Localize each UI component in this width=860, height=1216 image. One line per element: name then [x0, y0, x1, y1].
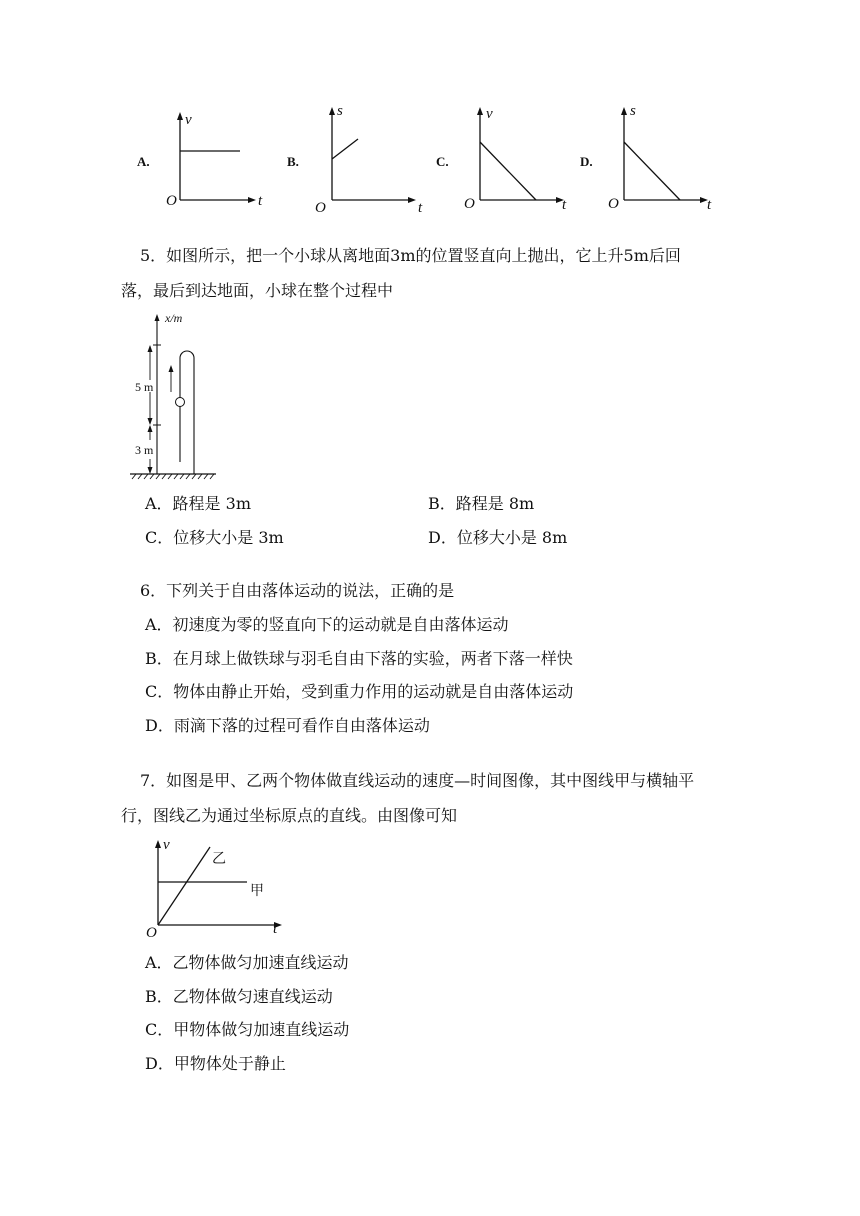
y-axis-letter: s: [337, 103, 343, 119]
origin-letter: O: [608, 196, 619, 212]
option-c: C．物体由静止开始，受到重力作用的运动就是自由落体运动: [145, 682, 574, 701]
graph-b-axes: [322, 105, 422, 215]
y-axis-letter: v: [163, 837, 170, 853]
option-d: D．雨滴下落的过程可看作自由落体运动: [145, 716, 430, 735]
option-d: D．位移大小是 8m: [428, 528, 568, 547]
option-label: B.: [287, 154, 299, 169]
option-label: D.: [580, 154, 593, 169]
option-d: D．甲物体处于静止: [145, 1054, 286, 1073]
question-stem-line: 落，最后到达地面，小球在整个过程中: [121, 281, 394, 300]
x-axis-letter: t: [258, 193, 263, 209]
origin-letter: O: [315, 200, 326, 216]
axis-label: x/m: [165, 311, 183, 325]
x-axis-letter: t: [273, 921, 278, 937]
option-label: C.: [436, 154, 449, 169]
option-b: B．路程是 8m: [428, 494, 535, 513]
graph-c-axes: [470, 105, 570, 215]
graph-a-axes: [170, 110, 263, 220]
graph-d-line: [624, 142, 680, 200]
dimension-label-lower: 3 m: [135, 443, 154, 457]
y-axis-letter: v: [185, 112, 192, 128]
graph-c-line: [480, 142, 536, 200]
graph-b-line: [332, 139, 358, 159]
origin-letter: O: [166, 193, 177, 209]
option-c: C．甲物体做匀加速直线运动: [145, 1020, 350, 1039]
y-axis-letter: v: [486, 106, 493, 122]
x-axis-letter: t: [562, 197, 567, 213]
question-stem-line: 行，图线乙为通过坐标原点的直线。由图像可知: [121, 806, 458, 825]
option-a: A．乙物体做匀加速直线运动: [145, 953, 349, 972]
origin-letter: O: [464, 196, 475, 212]
origin-letter: O: [146, 925, 157, 941]
x-axis-letter: t: [418, 200, 423, 216]
dimension-label-upper: 5 m: [135, 380, 154, 394]
option-label: A.: [137, 154, 150, 169]
question-stem-line: 7．如图是甲、乙两个物体做直线运动的速度—时间图像，其中图线甲与横轴平: [140, 771, 695, 790]
line-yi: [158, 847, 210, 925]
option-b: B．乙物体做匀速直线运动: [145, 987, 333, 1006]
graph-d-axes: [614, 105, 714, 215]
option-a: A．初速度为零的竖直向下的运动就是自由落体运动: [145, 615, 509, 634]
x-axis-letter: t: [707, 197, 712, 213]
line-jia-label: 甲: [250, 883, 264, 899]
y-axis-letter: s: [630, 103, 636, 119]
option-a: A．路程是 3m: [145, 494, 251, 513]
question-stem-line: 6．下列关于自由落体运动的说法，正确的是: [140, 581, 455, 600]
line-yi-label: 乙: [212, 851, 226, 867]
option-c: C．位移大小是 3m: [145, 528, 284, 547]
option-b: B．在月球上做铁球与羽毛自由下落的实验，两者下落一样快: [145, 649, 573, 668]
question-stem-line: 5．如图所示，把一个小球从离地面3m的位置竖直向上抛出，它上升5m后回: [140, 246, 681, 265]
